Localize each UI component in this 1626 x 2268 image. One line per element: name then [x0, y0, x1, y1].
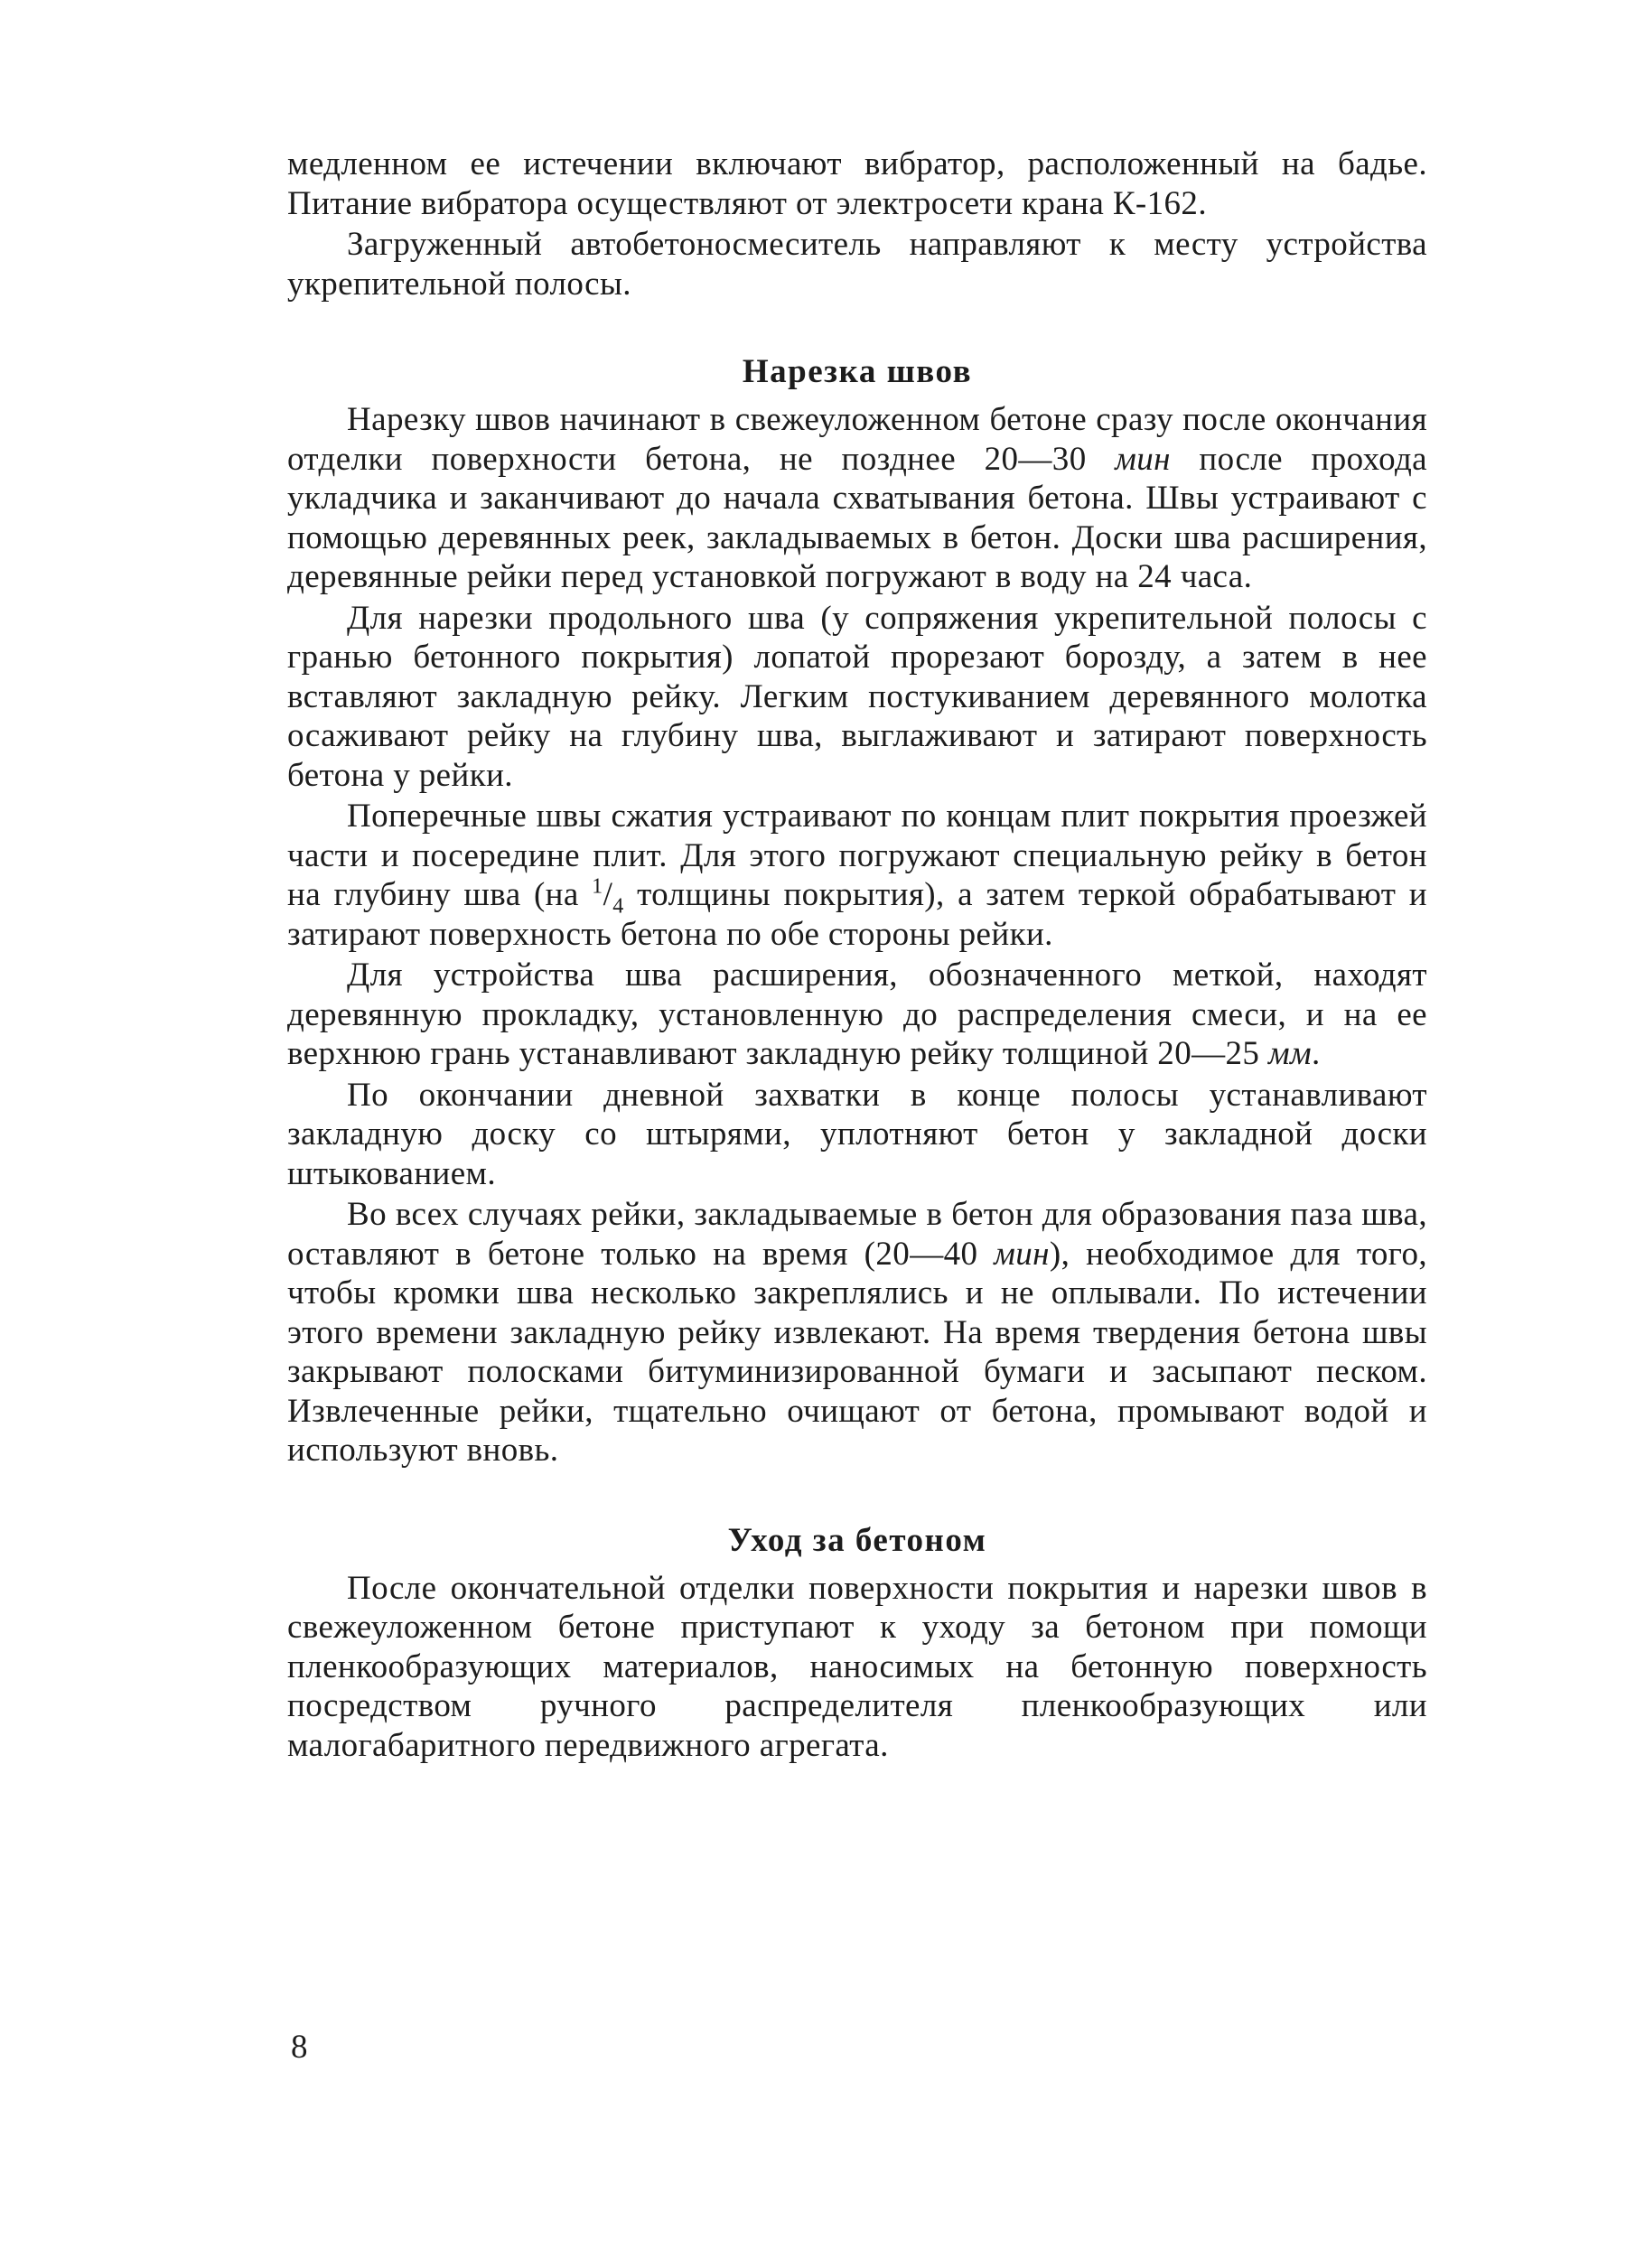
unit-label: мин	[1115, 440, 1171, 478]
joint-cutting-paragraph-5: По окончании дневной захватки в конце полосы устанавливают закладную доску со штырями, уплотняют бетон у закладной доски штыкованием.	[287, 1076, 1427, 1192]
text-segment: после прохода укладчика и заканчивают до начала схватывания бетона. Швы устраивают с помощью деревянных реек, закладываемых в бетон. Доски шва расширения, деревянные рейки перед установкой погружают в воду на 24 часа.	[287, 440, 1427, 595]
joint-cutting-paragraph-6	[287, 1195, 1427, 1470]
joint-cutting-paragraph-1	[287, 400, 1427, 597]
unit-label: мин	[994, 1235, 1050, 1273]
continuation-paragraph: медленном ее истечении включают вибратор, расположенный на бадье. Питание вибратора осуществляют от электросети крана К-162.	[287, 145, 1427, 222]
concrete-care-paragraph-1: После окончательной отделки поверхности покрытия и нарезки швов в свежеуложенном бетоне приступают к уходу за бетоном при помощи пленкообразующих материалов, наносимых на бетонную поверхность посредством ручного распределителя пленкообразующих или малогабаритного передвижного агрегата.	[287, 1569, 1427, 1764]
text-segment: Для устройства шва расширения, обозначенного меткой, находят деревянную прокладку, установленную до распределения смеси, и на ее верхнюю грань устанавливают закладную рейку толщиной 20—25	[287, 957, 1427, 1072]
fraction-slash: /	[603, 876, 613, 913]
fraction-denominator: 4	[612, 894, 624, 919]
text-segment: .	[1311, 1035, 1321, 1072]
text-segment: толщины покрытия), а затем теркой обрабатывают и затирают поверхность бетона по обе стороны рейки.	[287, 876, 1427, 953]
joint-cutting-paragraph-3	[287, 797, 1427, 954]
page-body	[287, 145, 1427, 1765]
section-heading-concrete-care: Уход за бетоном	[727, 1521, 987, 1559]
section-heading-joint-cutting: Нарезка швов	[742, 353, 973, 390]
fraction-numerator: 1	[592, 874, 603, 899]
joint-cutting-paragraph-4	[287, 956, 1427, 1074]
text-segment: Поперечные швы сжатия устраивают по концам плит покрытия проезжей части и посередине плит. Для этого погружают специальную рейку в бетон на глубину шва (на	[287, 798, 1427, 913]
intro-paragraph: Загруженный автобетоносмеситель направляют к месту устройства укрепительной полосы.	[287, 226, 1427, 303]
page-number: 8	[291, 2029, 308, 2066]
joint-cutting-paragraph-2: Для нарезки продольного шва (у сопряжения укрепительной полосы с гранью бетонного покрытия) лопатой прорезают борозду, а затем в нее вставляют закладную рейку. Легким постукиванием деревянного молотка осаживают рейку на глубину шва, выглаживают и затирают поверхность бетона у рейки.	[287, 599, 1427, 794]
unit-label: мм	[1267, 1035, 1312, 1072]
text-segment: ), необходимое для того, чтобы кромки шва несколько закреплялись и не оплывали. По истечении этого времени закладную рейку извлекают. На время твердения бетона швы закрывают полосками битуминизированной бумаги и засыпают песком. Извлеченные рейки, тщательно очищают от бетона, промывают водой и используют вновь.	[287, 1235, 1428, 1469]
text-segment: Во всех случаях рейки, закладываемые в бетон для образования паза шва, оставляют в бетоне только на время (20—40	[287, 1196, 1427, 1273]
text-segment: Нарезку швов начинают в свежеуложенном бетоне сразу после окончания отделки поверхности бетона, не позднее 20—30	[287, 401, 1427, 478]
